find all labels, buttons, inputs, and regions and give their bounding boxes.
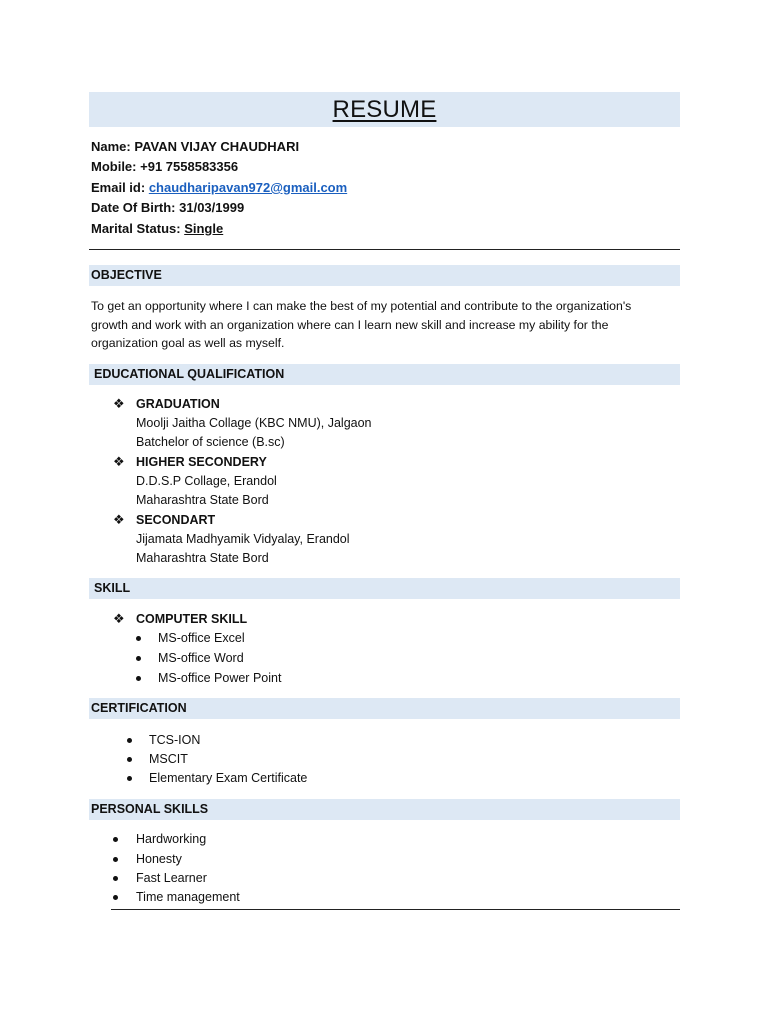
personal-skill-item: Fast Learner [136, 871, 207, 885]
marital-value: Single [184, 221, 224, 236]
certification-item: Elementary Exam Certificate [149, 771, 308, 785]
education-item-line: Moolji Jaitha Collage (KBC NMU), Jalgaon [136, 416, 372, 430]
diamond-bullet-icon: ❖ [113, 396, 125, 411]
title-bar [89, 92, 680, 127]
bullet-icon [113, 876, 118, 881]
education-item-line: Maharashtra State Bord [136, 551, 269, 565]
education-item-line: Jijamata Madhyamik Vidyalay, Erandol [136, 532, 350, 546]
education-item-title: GRADUATION [136, 397, 220, 411]
education-item-line: Batchelor of science (B.sc) [136, 435, 285, 449]
certification-item: MSCIT [149, 752, 188, 766]
resume-title: RESUME [332, 96, 437, 123]
personal-skill-item: Hardworking [136, 832, 207, 846]
dob-value: 31/03/1999 [179, 200, 245, 215]
name-value: PAVAN VIJAY CHAUDHARI [134, 139, 300, 154]
certification-heading: CERTIFICATION [91, 701, 187, 715]
email-row [91, 180, 347, 196]
bullet-icon [136, 636, 141, 641]
education-item-title: SECONDART [136, 513, 216, 527]
email-link[interactable]: chaudharipavan972@gmail.com [148, 180, 348, 195]
certification-heading-bar [89, 698, 680, 719]
education-item-line: Maharashtra State Bord [136, 493, 269, 507]
bullet-icon [136, 656, 141, 661]
dob-label: Date Of Birth: [91, 200, 176, 215]
skill-item: MS-office Power Point [158, 671, 282, 685]
bullet-icon [113, 895, 118, 900]
marital-row [91, 221, 223, 237]
bullet-icon [113, 837, 118, 842]
certification-item: TCS-ION [149, 733, 201, 747]
education-heading: EDUCATIONAL QUALIFICATION [94, 367, 285, 381]
bullet-icon [113, 857, 118, 862]
header-divider [89, 249, 680, 250]
name-label: Name: [91, 139, 131, 154]
education-item-title: HIGHER SECONDERY [136, 455, 267, 469]
objective-heading-bar [89, 265, 680, 286]
skill-item: MS-office Word [158, 651, 244, 665]
objective-text: To get an opportunity where I can make the best of my potential and contribute to the organization's growth and work with an organization where can I learn new skill and increase my ability for the organization goal as well as myself. [91, 299, 632, 350]
mobile-label: Mobile: [91, 159, 137, 174]
education-heading-bar [89, 364, 680, 385]
bullet-icon [127, 738, 132, 743]
bullet-icon [127, 776, 132, 781]
diamond-bullet-icon: ❖ [113, 512, 125, 527]
mobile-row [91, 159, 238, 175]
education-item-line: D.D.S.P Collage, Erandol [136, 474, 277, 488]
skill-heading-bar [89, 578, 680, 599]
personal-skill-item: Time management [136, 890, 240, 904]
footer-divider [111, 909, 680, 910]
personal-skill-item: Honesty [136, 852, 182, 866]
email-label: Email id: [91, 180, 146, 195]
dob-row [91, 200, 244, 216]
marital-label: Marital Status: [91, 221, 181, 236]
objective-heading: OBJECTIVE [91, 268, 162, 282]
bullet-icon [127, 757, 132, 762]
bullet-icon [136, 676, 141, 681]
name-row [91, 139, 299, 155]
diamond-bullet-icon: ❖ [113, 611, 125, 626]
mobile-value: +91 7558583356 [140, 159, 239, 174]
personal-skills-heading-bar [89, 799, 680, 820]
skill-item: MS-office Excel [158, 631, 245, 645]
diamond-bullet-icon: ❖ [113, 454, 125, 469]
personal-skills-heading: PERSONAL SKILLS [91, 802, 209, 816]
skill-heading: SKILL [94, 581, 131, 595]
skill-group-title: COMPUTER SKILL [136, 612, 248, 626]
